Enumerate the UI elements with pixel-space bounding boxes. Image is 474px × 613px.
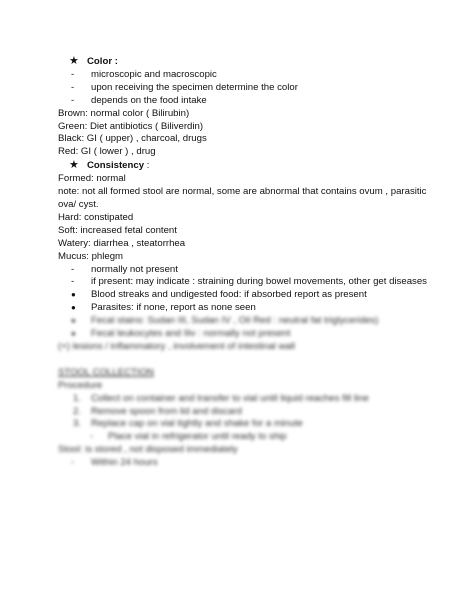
color-line: Green: Diet antibiotics ( Biliverdin)	[58, 120, 204, 132]
procedure-sub-item: - Place vial in refrigerator until ready to ship	[90, 431, 287, 443]
bullet-icon: ●	[71, 290, 76, 300]
bullet-item: ● Fecal stains: Sudan III, Sudan IV , Oil Red : neutral fat triglycerides)	[71, 315, 379, 327]
inflammatory-line: (+) lesions / inflammatory , involvement of intestinal wall	[58, 340, 296, 352]
consistency-note: note: not all formed stool are normal, some are abnormal that contains ovum , parasitic ova/ cyst.	[58, 186, 427, 210]
color-line: Black: GI ( upper) , charcoal, drugs	[58, 133, 207, 145]
consistency-heading: ★ Consistency :	[69, 159, 150, 172]
bullet-item: ● Parasites: if none, report as none seen	[71, 302, 256, 314]
color-line: Red: GI ( lower ) , drug	[58, 146, 156, 158]
star-icon: ★	[69, 55, 79, 67]
stool-stored-line: Stool: is stored , not disposed immediately	[58, 444, 238, 456]
consistency-line: Hard: constipated	[58, 211, 134, 223]
color-heading: ★ Color :	[69, 55, 118, 67]
color-item: - depends on the food intake	[71, 94, 207, 106]
consistency-line: Soft: increased fetal content	[58, 224, 177, 236]
stool-collection-title: STOOL COLLECTION	[58, 366, 154, 378]
mucus-item: - normally not present	[71, 263, 178, 275]
bullet-icon: ●	[71, 303, 76, 313]
color-item: - microscopic and macroscopic	[71, 68, 217, 80]
star-icon: ★	[69, 159, 79, 172]
consistency-line: Watery: diarrhea , steatorrhea	[58, 237, 186, 249]
procedure-step: 3. Replace cap on vial tightly and shake for a minute	[73, 418, 303, 430]
color-item: - upon receiving the specimen determine the color	[71, 81, 298, 93]
blurred-section	[58, 315, 474, 470]
mucus-item: - if present: may indicate : straining during bowel movements, other get diseases	[71, 276, 427, 288]
procedure-step: 2. Remove spoon from lid and discard	[73, 405, 242, 417]
color-line: Brown: normal color ( Bilirubin)	[58, 107, 190, 119]
bullet-item: ● Fecal leukocytes and Iliv : normally not present	[71, 328, 291, 340]
bullet-icon: ●	[71, 329, 76, 339]
bullet-item: ● Blood streaks and undigested food: if absorbed report as present	[71, 289, 367, 301]
procedure-step: 1. Collect on container and transfer to vial until liquid reaches fill line	[73, 392, 369, 404]
consistency-line: Mucus: phlegm	[58, 250, 124, 262]
stored-sub-item: - Within 24 hours	[71, 457, 158, 469]
bullet-icon: ●	[71, 316, 76, 326]
consistency-line: Formed: normal	[58, 173, 126, 185]
procedure-label: Procedure	[58, 379, 103, 391]
